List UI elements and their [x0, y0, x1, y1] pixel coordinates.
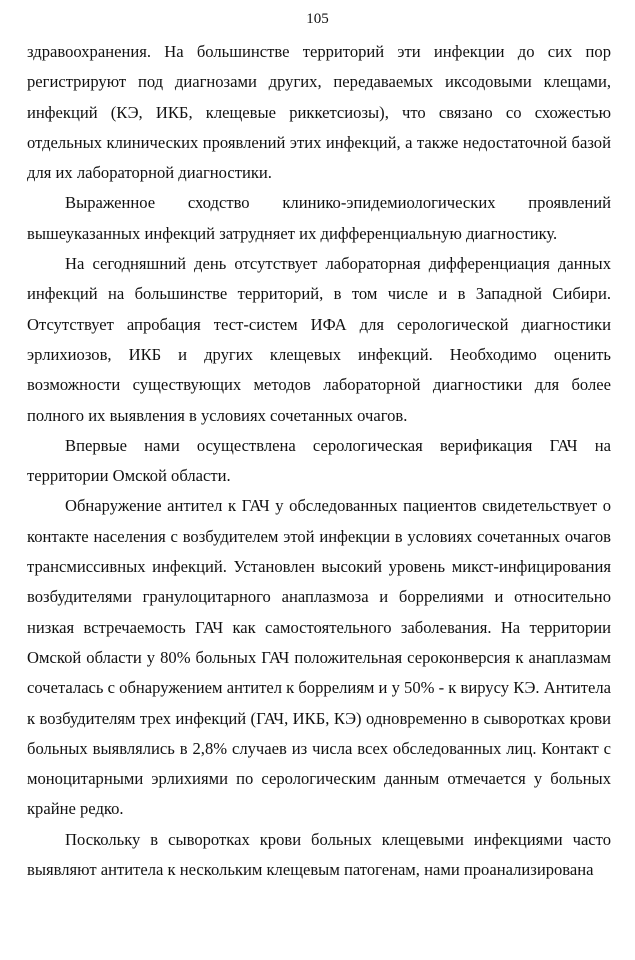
paragraph-4: Впервые нами осуществлена серологическая верификация ГАЧ на территории Омской области.: [27, 435, 611, 486]
paragraph-5: Обнаружение антител к ГАЧ у обследованных пациентов свидетельствует о контакте населения с возбудителем этой инфекции в условиях сочетанных очагов трансмиссивных инфекций. Установлен высокий уровень микст-инфицирования возбудителями гранулоцитарного анаплазмоза и боррелиями и относительно низкая встречаемость ГАЧ как самостоятельного заболевания. На территории Омской области у 80% больных ГАЧ положительная сероконверсия к анаплазмам сочеталась с обнаружением антител к боррелиям и у 50% - к вирусу КЭ. Антитела к возбудителям трех инфекций (ГАЧ, ИКБ, КЭ) одновременно в сыворотках крови больных выявлялись в 2,8% случаев из числа всех обследованных лиц. Контакт с моноцитарными эрлихиями по серологическим данным отмечается у больных крайне редко.: [27, 496, 611, 819]
page-number: 105: [306, 11, 329, 27]
page-body: [27, 37, 611, 885]
paragraph-1: здравоохранения. На большинстве территорий эти инфекции до сих пор регистрируют под диагнозами других, передаваемых иксодовыми клещами, инфекций (КЭ, ИКБ, клещевые риккетсиозы), что связано со схожестью отдельных клинических проявлений этих инфекций, а также недостаточной базой для их лабораторной диагностики.: [27, 42, 611, 183]
paragraph-2: Выраженное сходство клинико-эпидемиологических проявлений вышеуказанных инфекций затрудняет их дифференциальную диагностику.: [27, 193, 611, 243]
paragraph-3: На сегодняшний день отсутствует лабораторная дифференциация данных инфекций на большинстве территорий, в том числе и в Западной Сибири. Отсутствует апробация тест-систем ИФА для серологической диагностики эрлихиозов, ИКБ и других клещевых инфекций. Необходимо оценить возможности существующих методов лабораторной диагностики для более полного их выявления в условиях сочетанных очагов.: [27, 254, 611, 425]
paragraph-6: Поскольку в сыворотках крови больных клещевыми инфекциями часто выявляют антитела к нескольким клещевым патогенам, нами проанализирована: [27, 829, 611, 880]
